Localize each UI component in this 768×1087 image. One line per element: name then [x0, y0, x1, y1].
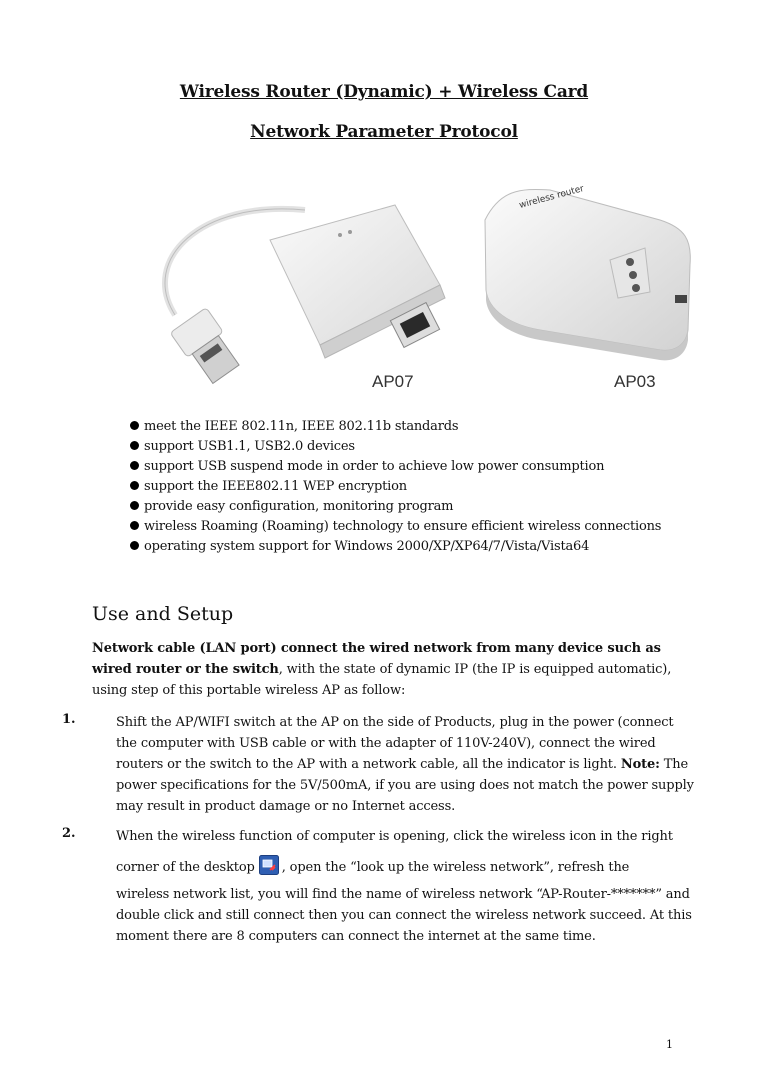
step-number: 1. — [62, 712, 76, 727]
step-2-line-2: corner of the desktop , open the “look up the wireless network”, refresh the — [116, 855, 696, 878]
bullet-icon — [130, 541, 139, 550]
list-item: operating system support for Windows 2000/XP/XP64/7/Vista/Vista64 — [130, 537, 661, 557]
intro-paragraph — [92, 638, 692, 701]
step-2-line-1: When the wireless function of computer is opening, click the wireless icon in the right — [116, 829, 673, 844]
ap07-device — [165, 205, 445, 387]
wireless-network-icon — [259, 855, 279, 875]
document-title: Wireless Router (Dynamic) + Wireless Card — [179, 82, 589, 102]
bullet-icon — [130, 421, 139, 430]
bullet-icon — [130, 441, 139, 450]
bullet-icon — [130, 461, 139, 470]
list-item: support USB1.1, USB2.0 devices — [130, 437, 661, 457]
section-heading: Use and Setup — [92, 603, 234, 625]
list-item: support USB suspend mode in order to achieve low power consumption — [130, 457, 661, 477]
bullet-icon — [130, 521, 139, 530]
bullet-icon — [130, 501, 139, 510]
page-number: 1 — [666, 1038, 673, 1051]
note-label: Note: — [620, 757, 660, 772]
list-item: support the IEEE802.11 WEP encryption — [130, 477, 661, 497]
list-item: provide easy configuration, monitoring program — [130, 497, 661, 517]
step-number: 2. — [62, 826, 76, 841]
document-subtitle: Network Parameter Protocol — [250, 122, 518, 142]
ap03-label: AP03 — [614, 372, 656, 391]
step-2-rest: wireless network list, you will find the name of wireless network “AP-Router-*******” and double click and still connect then you can connect the wireless network succeed. At this moment there are 8 computers can connect the internet at the same time. — [116, 887, 692, 944]
ap03-device — [485, 184, 690, 360]
step-1-text: Shift the AP/WIFI switch at the AP on the side of Products, plug in the power (connect the computer with USB cable or with the adapter of 110V-240V), connect the wired routers or the switch to the AP with a network cable, all the indicator is light. Note: The power specifications for the 5V/500mA, if you are using does not match the power supply may result in product damage or no Internet access. — [116, 715, 694, 814]
intro-bold-text: Network cable (LAN port) connect the wired network from many device such as wired router or the switch — [92, 641, 661, 677]
bullet-icon — [130, 481, 139, 490]
list-item: meet the IEEE 802.11n, IEEE 802.11b standards — [130, 417, 661, 437]
list-item: wireless Roaming (Roaming) technology to ensure efficient wireless connections — [130, 517, 661, 537]
ap07-label: AP07 — [372, 372, 414, 391]
router-label: wireless router — [518, 183, 586, 211]
intro-text: , with the state of dynamic IP (the IP is equipped automatic), using step of this portable wireless AP as follow: — [92, 662, 672, 698]
feature-list — [130, 417, 661, 557]
product-photo — [140, 180, 700, 395]
